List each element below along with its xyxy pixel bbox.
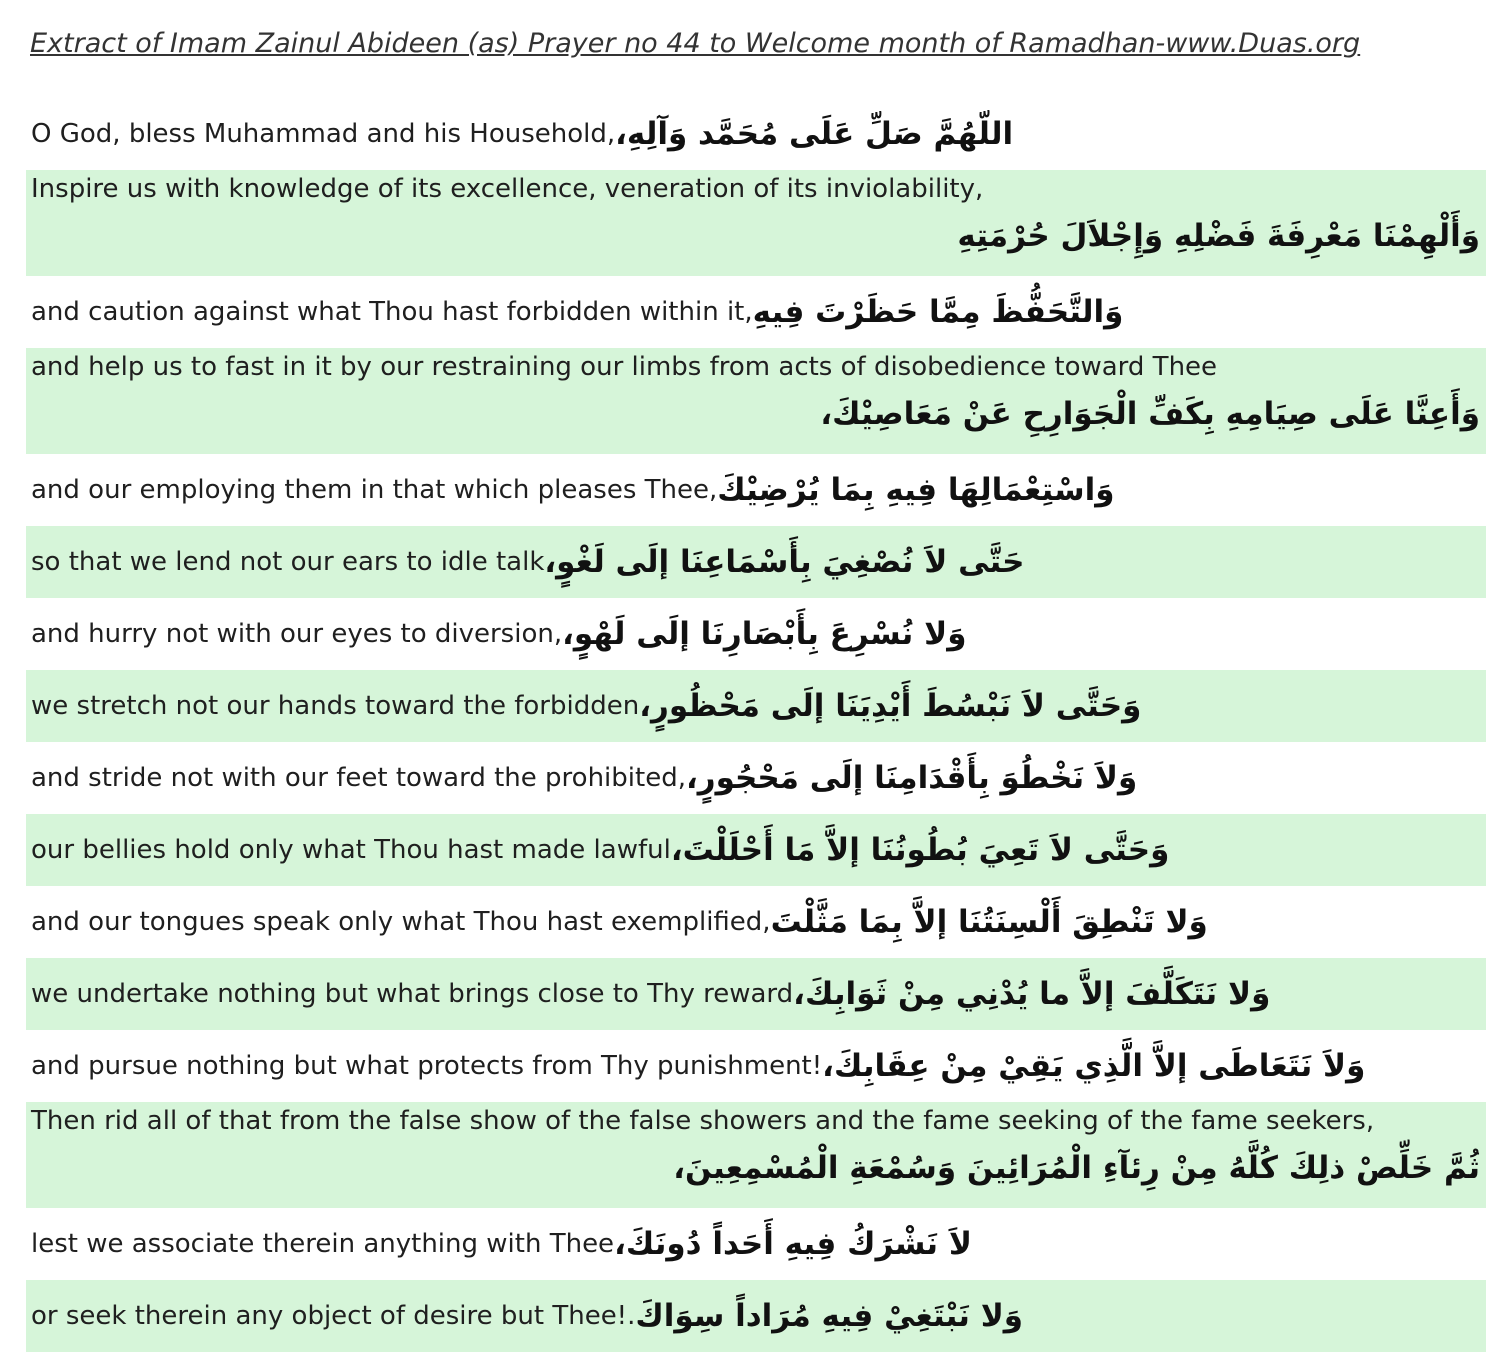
english-text: and our employing them in that which pleases Thee, [31,475,718,505]
prayer-line [26,276,1486,348]
prayer-line [26,886,1486,958]
prayer-line [26,598,1486,670]
english-text: we undertake nothing but what brings close to Thy reward [31,979,794,1009]
prayer-line [26,1280,1486,1352]
arabic-text: وَلا نَتَكَلَّفَ إلاَّ ما يُدْنِي مِنْ ثَوَابِكَ، [793,976,1271,1012]
english-text: we stretch not our hands toward the forbidden [31,691,640,721]
english-text: and hurry not with our eyes to diversion, [31,619,563,649]
arabic-text: وَلاَ نَتَعَاطَى إلاَّ الَّذِي يَقِيْ مِنْ عِقَابِكَ، [822,1048,1366,1084]
arabic-text: ثُمَّ خَلِّصْ ذلِكَ كُلَّهُ مِنْ رِئآءِ الْمُرَائِينَ وَسُمْعَةِ الْمُسْمِعِينَ، [673,1150,1480,1186]
prayer-line [26,958,1486,1030]
english-text: and pursue nothing but what protects from Thy punishment! [31,1051,823,1081]
english-text: Inspire us with knowledge of its excellence, veneration of its inviolability, [31,174,984,204]
arabic-text: وَالتَّحَفُّظَ مِمَّا حَظَرْتَ فِيهِ [752,294,1124,330]
prayer-line [26,1030,1486,1102]
english-text: and help us to fast in it by our restraining our limbs from acts of disobedience toward Thee [31,352,1218,382]
prayer-line [26,98,1486,170]
prayer-line [26,670,1486,742]
english-text: lest we associate therein anything with Thee [31,1229,615,1259]
english-text: or seek therein any object of desire but Thee!. [31,1301,636,1331]
english-text: and caution against what Thou hast forbidden within it, [31,297,753,327]
prayer-line [26,454,1486,526]
prayer-line [26,1102,1486,1208]
prayer-line [26,526,1486,598]
arabic-text: وَحَتَّى لاَ تَعِيَ بُطُونُنَا إلاَّ مَا أَحْلَلْتَ، [670,832,1170,868]
arabic-text: وَلا نُسْرِعَ بِأَبْصَارِنَا إلَى لَهْوٍ، [562,616,967,652]
prayer-line [26,814,1486,886]
arabic-text: وَاسْتِعْمَالِهَا فِيهِ بِمَا يُرْضِيْكَ [717,472,1115,508]
prayer-text [26,98,1486,1352]
arabic-text: وَحَتَّى لاَ نَبْسُطَ أَيْدِيَنَا إلَى مَحْظُورٍ، [639,688,1142,724]
english-text: O God, bless Muhammad and his Household, [31,119,616,149]
arabic-text: وَأَعِنَّا عَلَى صِيَامِهِ بِكَفِّ الْجَوَارِحِ عَنْ مَعَاصِيْكَ، [820,396,1480,432]
english-text: and our tongues speak only what Thou hast exemplified, [31,907,771,937]
english-text: our bellies hold only what Thou hast made lawful [31,835,671,865]
arabic-text: وَأَلْهِمْنَا مَعْرِفَةَ فَضْلِهِ وَإِجْلاَلَ حُرْمَتِهِ [957,218,1480,254]
arabic-text: اللّهُمَّ صَلِّ عَلَى مُحَمَّد وَآلِهِ، [615,116,1014,152]
page-title: Extract of Imam Zainul Abideen (as) Prayer no 44 to Welcome month of Ramadhan-www.Duas.org [30,28,1361,59]
prayer-line [26,348,1486,454]
english-text: and stride not with our feet toward the prohibited, [31,763,686,793]
arabic-text: وَلاَ نَخْطُوَ بِأَقْدَامِنَا إلَى مَحْجُورٍ، [685,760,1138,796]
arabic-text: حَتَّى لاَ نُصْغِيَ بِأَسْمَاعِنَا إلَى لَغْوٍ، [544,544,1025,580]
english-text: so that we lend not our ears to idle talk [31,547,545,577]
prayer-line [26,170,1486,276]
english-text: Then rid all of that from the false show of the false showers and the fame seeking of the fame seekers, [31,1106,1375,1136]
arabic-text: لاَ نَشْرَكُ فِيهِ أَحَداً دُونَكَ، [614,1226,972,1262]
prayer-line [26,1208,1486,1280]
arabic-text: وَلا تَنْطِقَ أَلْسِنَتُنَا إلاَّ بِمَا مَثَّلْتَ [770,904,1208,940]
prayer-line [26,742,1486,814]
arabic-text: وَلا نَبْتَغِيْ فِيهِ مُرَاداً سِوَاكَ [635,1298,1024,1334]
